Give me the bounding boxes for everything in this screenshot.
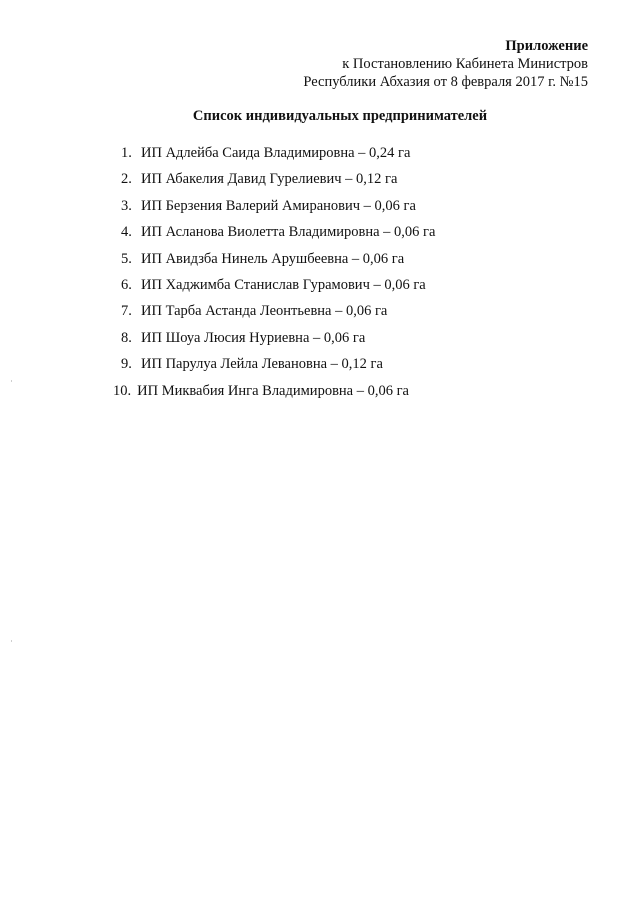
appendix-title: Приложение bbox=[505, 38, 588, 54]
list-item-number: 8. bbox=[121, 329, 132, 346]
list-item bbox=[121, 195, 435, 221]
list-item-text: ИП Асланова Виолетта Владимировна – 0,06 га bbox=[141, 224, 436, 241]
list-item bbox=[121, 353, 435, 379]
list-item bbox=[121, 327, 435, 353]
entrepreneur-list bbox=[113, 142, 436, 406]
scan-artifact bbox=[11, 640, 12, 642]
list-item bbox=[113, 380, 435, 406]
list-item bbox=[121, 168, 435, 194]
list-item-number: 3. bbox=[121, 197, 132, 214]
list-item-text: ИП Шоуа Люсия Нуриевна – 0,06 га bbox=[141, 329, 366, 346]
list-item bbox=[121, 274, 435, 300]
appendix-reference-line-1: к Постановлению Кабинета Министров bbox=[342, 56, 588, 72]
list-item-number: 6. bbox=[121, 276, 132, 293]
list-item-text: ИП Адлейба Саида Владимировна – 0,24 га bbox=[141, 145, 411, 161]
list-item bbox=[121, 221, 435, 247]
list-item-number: 1. bbox=[121, 145, 132, 161]
appendix-header bbox=[303, 37, 588, 91]
document-title: Список индивидуальных предпринимателей bbox=[192, 108, 488, 124]
list-item-text: ИП Миквабия Инга Владимировна – 0,06 га bbox=[137, 382, 409, 399]
list-item-text: ИП Берзения Валерий Амиранович – 0,06 га bbox=[141, 197, 416, 214]
scan-artifact bbox=[11, 380, 12, 382]
list-item-text: ИП Абакелия Давид Гурелиевич – 0,12 га bbox=[141, 171, 398, 188]
list-item bbox=[121, 142, 435, 168]
list-item-text: ИП Парулуа Лейла Левановна – 0,12 га bbox=[141, 356, 383, 373]
list-item-number: 9. bbox=[121, 356, 132, 373]
list-item bbox=[121, 300, 435, 326]
appendix-reference-line-2: Республики Абхазия от 8 февраля 2017 г. №15 bbox=[303, 74, 588, 90]
list-item-number: 5. bbox=[121, 250, 132, 267]
list-item-number: 10. bbox=[113, 382, 132, 399]
list-item bbox=[121, 248, 435, 274]
list-item-text: ИП Хаджимба Станислав Гурамович – 0,06 га bbox=[141, 276, 426, 293]
list-item-number: 2. bbox=[121, 171, 132, 188]
list-item-text: ИП Авидзба Нинель Арушбеевна – 0,06 га bbox=[141, 250, 405, 267]
list-item-number: 4. bbox=[121, 224, 132, 241]
list-item-number: 7. bbox=[121, 303, 132, 320]
list-item-text: ИП Тарба Астанда Леонтьевна – 0,06 га bbox=[141, 303, 388, 320]
